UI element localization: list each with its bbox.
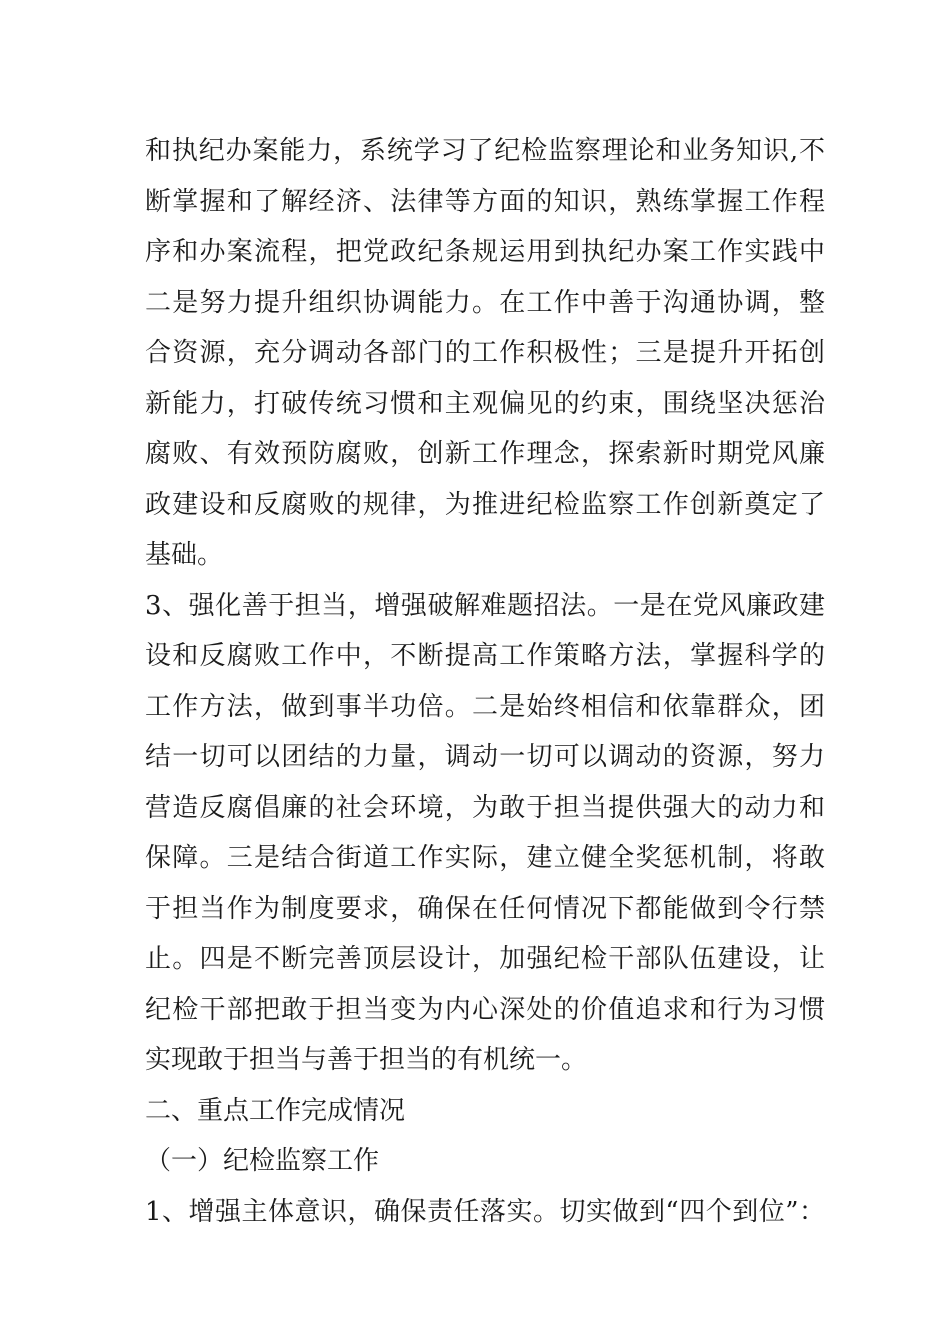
- text-line: 断掌握和了解经济、法律等方面的知识，熟练掌握工作程: [145, 186, 825, 217]
- text-line: 3、强化善于担当，增强破解难题招法。一是在党风廉政建: [145, 590, 825, 621]
- text-line: 工作方法，做到事半功倍。二是始终相信和依靠群众，团: [145, 691, 825, 722]
- text-line: 1、增强主体意识，确保责任落实。切实做到“四个到位”：: [145, 1196, 825, 1227]
- section-heading: 二、重点工作完成情况: [145, 1095, 406, 1126]
- text-line: 营造反腐倡廉的社会环境，为敢于担当提供强大的动力和: [145, 792, 825, 823]
- text-line: 腐败、有效预防腐败，创新工作理念，探索新时期党风廉: [145, 439, 825, 469]
- text-line: 合资源，充分调动各部门的工作积极性；三是提升开拓创: [145, 338, 825, 368]
- text-line: 止。四是不断完善顶层设计，加强纪检干部队伍建设，让: [145, 944, 825, 974]
- text-line: 新能力，打破传统习惯和主观偏见的约束，围绕坚决惩治: [145, 388, 825, 419]
- text-line: 于担当作为制度要求，确保在任何情况下都能做到令行禁: [145, 893, 825, 924]
- document-body: [145, 126, 825, 1237]
- text-line: 设和反腐败工作中，不断提高工作策略方法，掌握科学的: [145, 641, 825, 671]
- text-line: 基础。: [145, 540, 224, 570]
- subsection-heading: （一）纪检监察工作: [145, 1146, 380, 1176]
- text-line: 序和办案流程，把党政纪条规运用到执纪办案工作实践中: [145, 237, 825, 267]
- text-line: 结一切可以团结的力量，调动一切可以调动的资源，努力: [145, 742, 825, 772]
- text-line: 纪检干部把敢于担当变为内心深处的价值追求和行为习惯: [145, 994, 825, 1025]
- text-line: 保障。三是结合街道工作实际，建立健全奖惩机制，将敢: [145, 843, 825, 873]
- text-line: 和执纪办案能力，系统学习了纪检监察理论和业务知识,不: [145, 136, 825, 166]
- text-line: 二是努力提升组织协调能力。在工作中善于沟通协调，整: [145, 287, 825, 318]
- text-line: 实现敢于担当与善于担当的有机统一。: [145, 1045, 588, 1075]
- text-line: 政建设和反腐败的规律，为推进纪检监察工作创新奠定了: [145, 489, 825, 520]
